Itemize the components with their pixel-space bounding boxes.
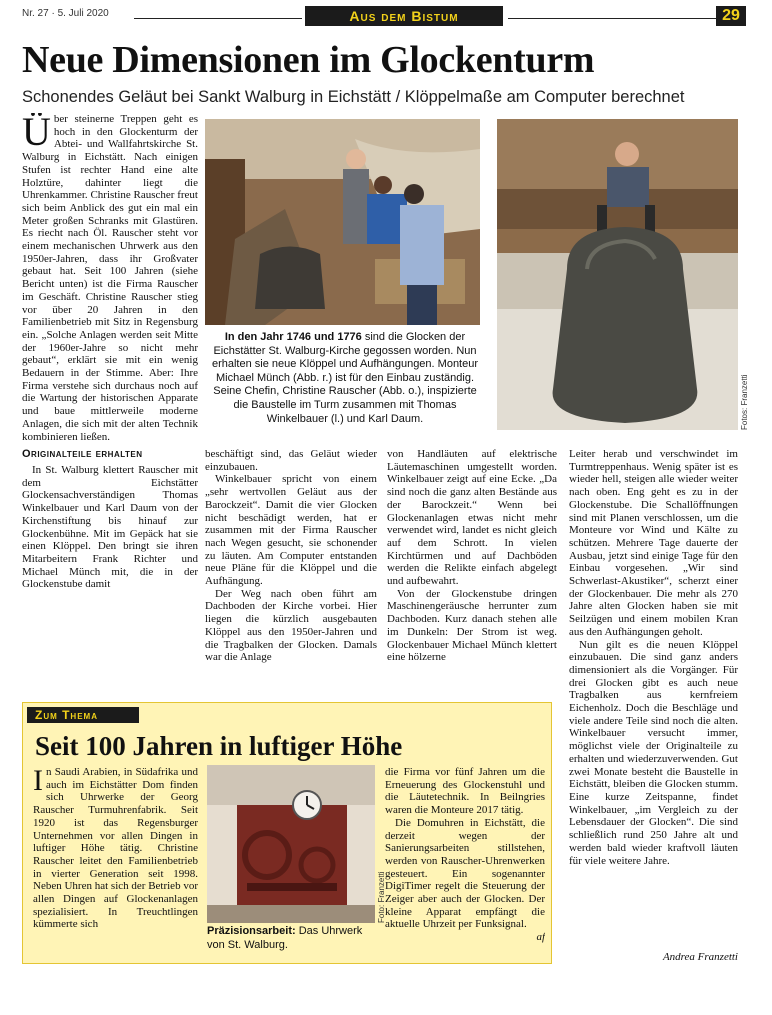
photo-caption-lead: In den Jahr 1746 und 1776 [224, 331, 362, 343]
article-column-4 [569, 448, 738, 956]
box-caption-text: Das Uhrwerk von St. Walburg. [207, 925, 363, 951]
box-column-3 [385, 766, 545, 961]
article-author: Andrea Franzetti [662, 951, 738, 963]
box-caption-lead: Präzisionsarbeit: [207, 925, 296, 937]
box-paragraph: n Saudi Arabien, in Südafrika und auch im Eichstätter Dom finden sich Uhrwerke der Georg Rauscher Turmuhrenfabrik. Seit 1920 ist das Regensburger Unternehmen vor allen Dingen in luftiger Höhe tätig. Christine Rauscher leitet den Familienbetrieb in vierter Generation seit 1998. Neben Uhren hat sich der Betrieb vor allen Dingen auf Glockenanlagen spezialisiert. In Treuchtlingen kümmerte sich [33, 766, 198, 931]
article-paragraph: von Handläuten auf elektrische Läutemaschinen umgestellt worden. Winkelbauer zeigt auf eine Ecke. „Da sind noch die ganz alten Bestände aus der Barockzeit.“ Wenn bei Glockenanlagen etwas nicht mehr verwendet wird, landet es nicht gleich auf dem Schrott. In vielen Kirchtürmen und auf Dachböden werden die Relikte einfach abgelegt und aufbewahrt. [387, 448, 557, 588]
page-number: 29 [716, 6, 746, 26]
bell-mechanic-image [497, 119, 738, 430]
photo-caption [205, 331, 485, 426]
box-column-1 [33, 766, 198, 961]
box-paragraph: Die Domuhren in Eichstätt, die derzeit wegen der Sanierungsarbeiten stillstehen, werden von Rauscher-Uhrenwerken gesteuert. Ein sogenannter DigiTimer regelt die Steuerung der Zeiger aber auch der Glocken. Der kleine Apparat empfängt die aktuelle Uhrzeit per Funksignal. [385, 816, 545, 931]
box-kicker: Zum Thema [27, 707, 139, 723]
box-title: Seit 100 Jahren in luftiger Höhe [35, 731, 403, 761]
article-intro: ber steinerne Treppen geht es hoch in den Glockenturm der Abtei- und Wallfahrtskirche St. Walburg in Eichstätt. Nach einigen Stufen ist rechter Hand eine alte Holztüre, dahinter liegt die Uhrenkammer. Christine Rauscher freut sich beim Anblick des gut ein mal ein Meter großen Schranks mit Glastüren. Es riecht nach Öl. Rauscher steht vor einem mechanischen Uhrwerk aus den 1950er-Jahren, dass ihr Großvater gebaut hat. Seit 100 Jahren (siehe Bericht unten) ist die Firma Rauscher im Geschäft. Christine Rauscher stieg vor über 20 Jahren in den Familienbetrieb mit Sitz in Regensburg ein. „Solche Anlagen werden seit Mitte der 1960er-Jahre so nicht mehr gebaut“, erklärt sie mit ein wenig Bedauern in der Stimme. Aber: Ihre Firma verstehe sich durchaus noch auf die Wartung der historischen Apparate und baue mittlerweile moderne Anlagen, die sich mit der alten Technik kombinieren ließen. [22, 113, 198, 443]
article-title: Neue Dimensionen im Glockenturm [22, 39, 595, 81]
clockwork-image [207, 765, 375, 923]
box-photo-clockwork [207, 765, 375, 923]
box-photo-credit: Foto: Franzetti [377, 871, 386, 923]
photo-tower-inspection [205, 119, 480, 325]
article-column-2 [205, 448, 377, 696]
box-paragraph: die Firma vor fünf Jahren um die Erneuerung des Glockenstuhl und die Läutetechnik. In Beilngries waren die Monteure 2017 tätig. [385, 766, 545, 817]
photo-credit: Fotos: Franzetti [740, 374, 749, 430]
tower-inspection-image [205, 119, 480, 325]
section-label: Aus dem Bistum [305, 6, 503, 26]
article-column-1 [22, 113, 198, 701]
issue-info: Nr. 27 · 5. Juli 2020 [22, 8, 109, 19]
article-column-3 [387, 448, 557, 696]
article-paragraph: Von der Glockenstube dringen Maschinengeräusche herrunter zum Dachboden. Kurz danach stehen alle im Dunkeln: Der Strom ist weg. Glockenbauer Michael Münch klettert eine hölzerne [387, 587, 557, 664]
article-dropcap: Ü [22, 113, 51, 154]
box-dropcap: I [33, 766, 43, 797]
photo-bell-mechanic [497, 119, 738, 430]
article-paragraph: In St. Walburg klettert Rauscher mit dem Eichstätter Glockensachverständigen Thomas Winkelbauer und Karl Daum von der Kirchenstiftung bis hinauf zur Glockenbühne. Mit im Gepäck hat sie einen Klöppel. Den bringt sie ihren Mitarbeitern Frank Richter und Michael Münch mit, die in der Glockenstube damit [22, 463, 198, 591]
article-paragraph: Nun gilt es die neuen Klöppel einzubauen. Die sind ganz anders dimensioniert als die Vorgänger. Für drei Glocken gibt es auch neue Tragbalken aus kernfreiem Eichenholz. Doch die Beschläge und viele andere Teile sind noch die alten. Winkelbauer versucht immer, möglichst viele der Originalteile zu erhalten und wiederzuverwenden. Gut zwei Monate besteht die Baustelle in Eichstätt, bleiben die Glocken stumm. Eine kurze Zeitspanne, findet Winkelbauer, „im Vergleich zu der Lebensdauer der Glocken“. Die sind schließlich rund 250 Jahre alt und werden bald wieder kraftvoll läuten für viele weitere Jahre. [569, 638, 738, 867]
article-paragraph: Winkelbauer spricht von einem „sehr wertvollen Geläut aus der Barockzeit“. Damit die vier Glocken nicht beschädigt werden, hat er zusammen mit der Firma Rauscher nach Wegen gesucht, sie schonender zu läuten. Am Computer entstanden neue Pläne für die Klöppel und die Aufhängung. [205, 473, 377, 588]
article-subtitle: Schonendes Geläut bei Sankt Walburg in Eichstätt / Klöppelmaße am Computer berechnet [22, 88, 685, 106]
box-photo-caption [207, 925, 377, 952]
article-paragraph: beschäftigt sind, das Geläut wieder einzubauen. [205, 448, 377, 473]
article-subhead: Originalteile erhalten [22, 448, 143, 461]
sidebar-box [22, 702, 552, 964]
header-rule-right [508, 18, 728, 19]
box-signature: af [536, 931, 545, 944]
header-rule-left [134, 18, 302, 19]
page-header [22, 6, 746, 26]
article-paragraph: Leiter herab und verschwindet im Turmtreppenhaus. Wenig später ist es wieder hell, steigen alle wieder weiter nach oben. Eng geht es zu in der Glockenstube. Die Schallöffnungen sind mit Planen verschlossen, um die Monteure vor Wind und Kälte zu schützen. Mehrere Tage dauerte der Ausbau, jetzt sind einige Tage für den Einbau vorgesehen. „Wir sind Schwerlast-Akustiker“, scherzt einer der Glockenbauer. Die mehr als 270 Jahre alten Glocken haben sie mit Seilzügen und einem mobilen Kran aus den Aufhängungen geholt. [569, 448, 738, 638]
photo-caption-text: sind die Glocken der Eichstätter St. Walburg-Kirche gegossen worden. Nun erhalten sie neue Klöppel und Aufhängungen. Monteur Michael Münch (Abb. r.) ist für den Einbau zuständig. Seine Chefin, Christine Rauscher (Abb. o.), inspizierte die Baustelle im Turm zusammen mit Thomas Winkelbauer (l.) und Karl Daum. [211, 331, 479, 425]
article-paragraph: Der Weg nach oben führt am Dachboden der Kirche vorbei. Hier liegen die kürzlich ausgebauten Klöppel aus den 1950er-Jahren und die Tragbalken der Glocken. Damals war die Anlage [205, 587, 377, 664]
